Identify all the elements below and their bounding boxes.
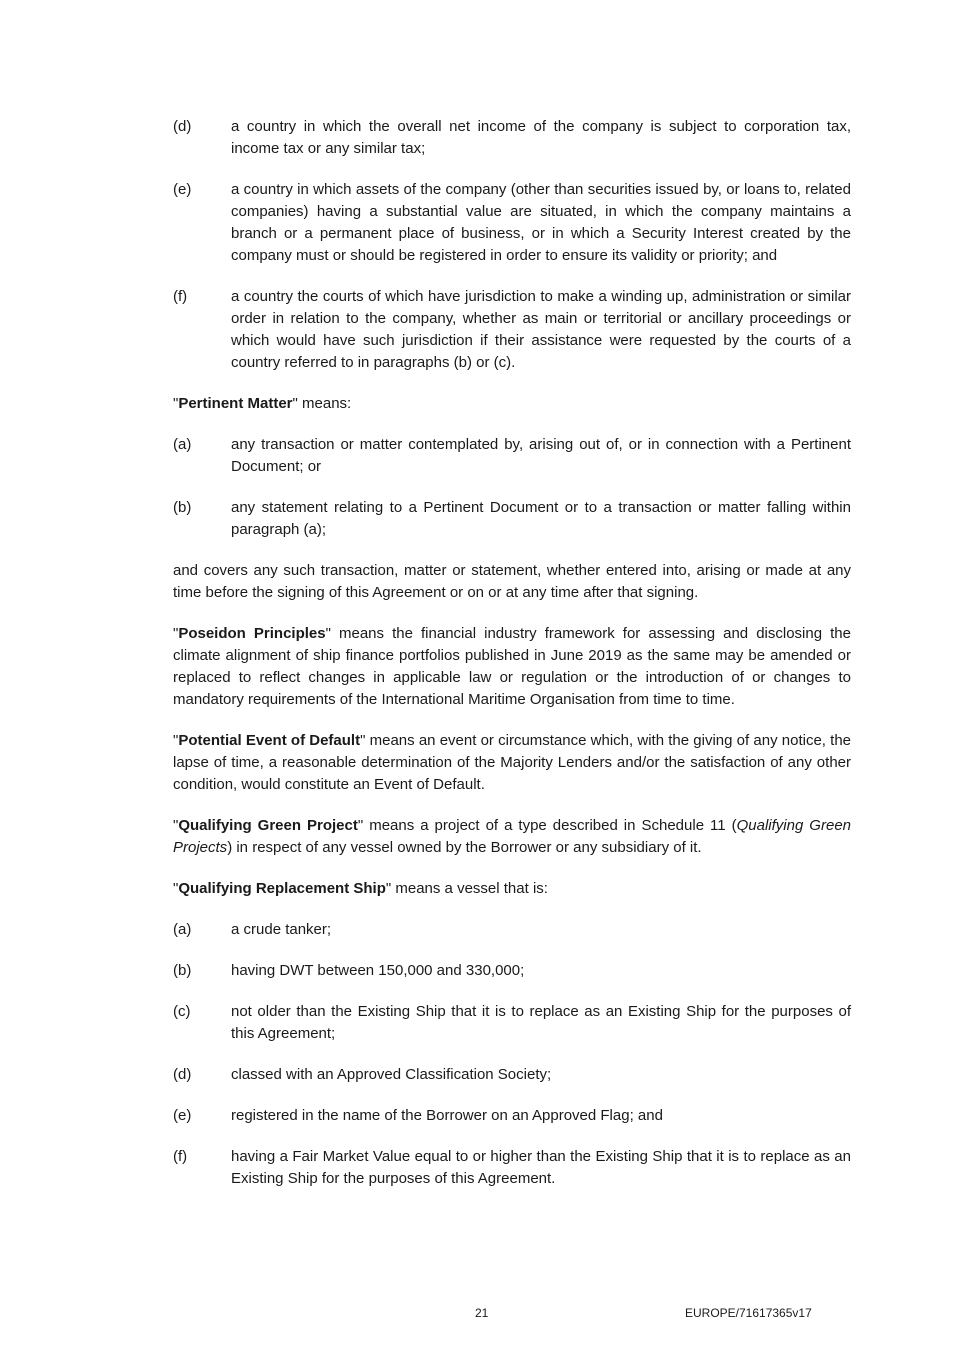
list-item [173, 497, 851, 541]
definition-text: ) in respect of any vessel owned by the Borrower or any subsidiary of it. [227, 839, 702, 856]
defined-term: Qualifying Replacement Ship [178, 880, 386, 897]
closing-paragraph: and covers any such transaction, matter or statement, whether entered into, arising or made at any time before the signing of this Agreement or on or at any time after that signing. [173, 562, 851, 601]
quote: " [173, 625, 179, 642]
definition-poseidon-principles [173, 623, 851, 711]
list-text: a country in which assets of the company (other than securities issued by, or loans to, related companies) having a substantial value are situated, in which the company maintains a branch or a permanent place of business, or in which a Security Interest created by the company must or should be registered in order to ensure its validity or priority; and [231, 181, 851, 264]
quote: " [173, 817, 179, 834]
definition-text: " means an event or circumstance which, with the giving of any notice, the lapse of time, a reasonable determination of the Majority Lenders and/or the satisfaction of any other condition, would constitute an Event of Default. [173, 732, 851, 793]
list-item [173, 1105, 851, 1127]
defined-term: Pertinent Matter [178, 395, 293, 412]
list-marker: (d) [173, 118, 192, 135]
list-marker: (e) [173, 1107, 192, 1124]
list-item [173, 434, 851, 478]
list-marker: (e) [173, 181, 192, 198]
list-marker: (b) [173, 962, 192, 979]
list-text: having a Fair Market Value equal to or higher than the Existing Ship that it is to replace as an Existing Ship for the purposes of this Agreement. [231, 1148, 851, 1187]
definition-text: " means: [292, 395, 352, 412]
definition-qualifying-green-project [173, 815, 851, 859]
quote: " [173, 880, 179, 897]
list-text: having DWT between 150,000 and 330,000; [231, 962, 525, 979]
list-text: a country in which the overall net income of the company is subject to corporation tax, income tax or any similar tax; [231, 118, 851, 157]
list-item [173, 919, 851, 941]
list-item [173, 1064, 851, 1086]
list-marker: (f) [173, 1148, 188, 1165]
italic-reference: Qualifying Green Projects [173, 817, 851, 856]
definition-text: " means a vessel that is: [385, 880, 548, 897]
list-marker: (c) [173, 1003, 191, 1020]
list-item [173, 1001, 851, 1045]
list-text: a crude tanker; [231, 921, 332, 938]
definition-pertinent-matter [173, 393, 851, 415]
list-text: any transaction or matter contemplated by, arising out of, or in connection with a Pertinent Document; or [231, 436, 851, 475]
quote: " [173, 732, 179, 749]
list-item [173, 960, 851, 982]
definition-text: " means the financial industry framework for assessing and disclosing the climate alignment of ship finance portfolios published in June 2019 as the same may be amended or replaced to reflect changes in applicable law or regulation or the introduction of or changes to mandatory requirements of the International Maritime Organisation from time to time. [173, 625, 851, 708]
list-marker: (b) [173, 499, 192, 516]
quote: " [173, 395, 179, 412]
list-item [173, 179, 851, 267]
list-text: not older than the Existing Ship that it is to replace as an Existing Ship for the purposes of this Agreement; [231, 1003, 851, 1042]
defined-term: Qualifying Green Project [178, 817, 358, 834]
list-item [173, 116, 851, 160]
list-marker: (a) [173, 921, 192, 938]
defined-term: Potential Event of Default [178, 732, 361, 749]
list-marker: (d) [173, 1066, 192, 1083]
definition-qualifying-replacement-ship [173, 878, 851, 900]
list-text: any statement relating to a Pertinent Document or to a transaction or matter falling within paragraph (a); [231, 499, 851, 538]
definition-text: " means a project of a type described in Schedule 11 ( [357, 817, 737, 834]
definition-potential-event-of-default [173, 730, 851, 796]
page-number: 21 [475, 1306, 489, 1320]
page-content [173, 116, 851, 1209]
list-marker: (a) [173, 436, 192, 453]
list-marker: (f) [173, 288, 188, 305]
list-item [173, 1146, 851, 1190]
defined-term: Poseidon Principles [178, 625, 326, 642]
list-text: a country the courts of which have jurisdiction to make a winding up, administration or similar order in relation to the company, whether as main or territorial or ancillary proceedings or which would have such jurisdiction if their assistance were requested by the courts of a country referred to in paragraphs (b) or (c). [231, 288, 851, 371]
list-item [173, 286, 851, 374]
document-reference: EUROPE/71617365v17 [685, 1306, 812, 1320]
list-text: classed with an Approved Classification Society; [231, 1066, 552, 1083]
list-text: registered in the name of the Borrower on an Approved Flag; and [231, 1107, 663, 1124]
